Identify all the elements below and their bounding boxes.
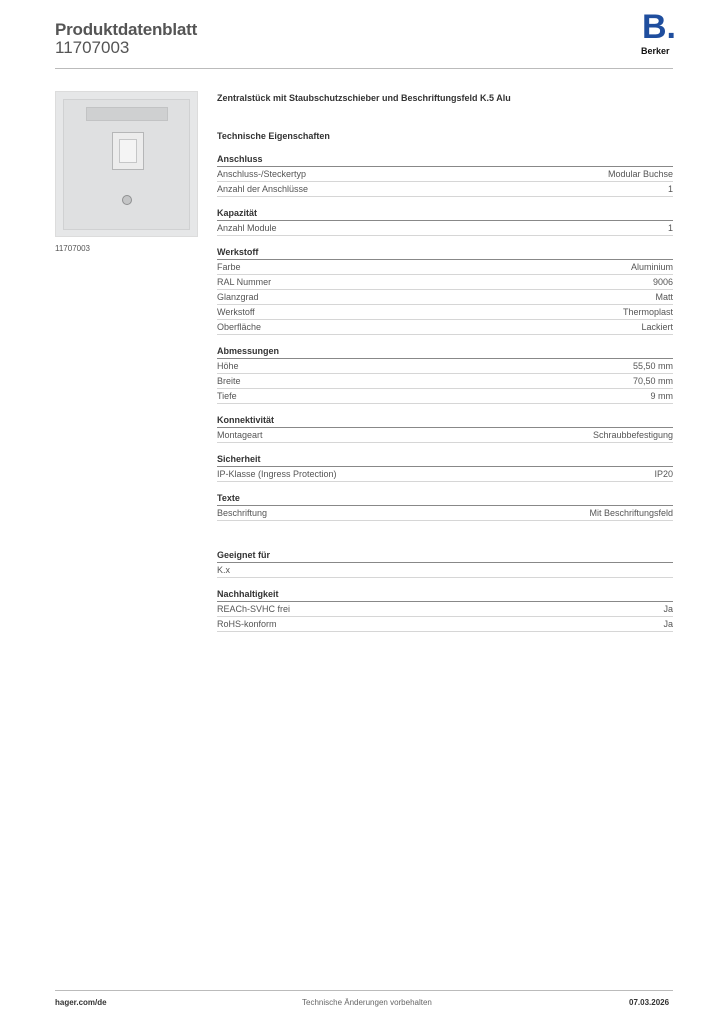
spec-label: RoHS-konform [217,619,277,629]
article-number: 11707003 [55,38,130,57]
cover-plate [63,99,190,230]
header-divider [55,68,673,69]
footer-date: 07.03.2026 [629,998,670,1007]
spec-value: Thermoplast [622,307,673,317]
spec-value: 70,50 mm [632,376,673,386]
spec-label: Anzahl der Anschlüsse [217,184,309,194]
spec-row [217,167,673,182]
spec-row [217,617,673,632]
screw-icon [122,195,132,205]
spec-label: Anzahl Module [217,223,277,233]
spec-row [217,221,673,236]
spec-row [217,428,673,443]
spec-row [217,305,673,320]
section-title: Abmessungen [217,345,673,359]
spec-section [217,246,673,335]
spec-sections [217,153,673,632]
spec-value: Modular Buchse [607,169,673,179]
spec-row [217,260,673,275]
footer-website: hager.com/de [55,998,107,1007]
product-content [217,91,673,632]
spec-label: Breite [217,376,241,386]
section-title: Kapazität [217,207,673,221]
spec-row [217,182,673,197]
spec-row [217,359,673,374]
spec-label: Glanzgrad [217,292,259,302]
spec-section [217,492,673,521]
spec-value: Mit Beschriftungsfeld [589,508,673,518]
spec-label: REACh-SVHC frei [217,604,291,614]
tech-heading: Technische Eigenschaften [217,131,330,141]
section-title: Geeignet für [217,549,673,563]
dust-shutter [112,132,144,170]
spec-label: Höhe [217,361,239,371]
section-title: Sicherheit [217,453,673,467]
spec-label: Werkstoff [217,307,255,317]
spec-label: K.x [217,565,231,575]
page-title: Produktdatenblatt [55,20,198,39]
spec-value: 9006 [652,277,673,287]
section-title: Nachhaltigkeit [217,588,673,602]
berker-logo [638,8,676,56]
spec-value: Schraubbefestigung [592,430,673,440]
spec-value: 9 mm [650,391,673,401]
section-title: Werkstoff [217,246,673,260]
section-title: Konnektivität [217,414,673,428]
spec-section [217,153,673,197]
spec-section [217,549,673,578]
spec-row [217,563,673,578]
spec-value: 1 [667,223,673,233]
spec-label: Tiefe [217,391,237,401]
spec-label: Beschriftung [217,508,268,518]
spec-label: Anschluss-/Steckertyp [217,169,307,179]
spec-section [217,588,673,632]
footer-divider [55,990,673,991]
spec-section [217,414,673,443]
spec-row [217,389,673,404]
spec-value: Matt [655,292,673,302]
spec-label: IP-Klasse (Ingress Protection) [217,469,337,479]
spec-row [217,506,673,521]
spec-section [217,345,673,404]
shutter-window [119,139,137,163]
spec-row [217,275,673,290]
spec-value: Lackiert [641,322,673,332]
spec-value: Ja [663,604,673,614]
spec-label: RAL Nummer [217,277,272,287]
footer-note: Technische Änderungen vorbehalten [302,998,432,1007]
label-field [86,107,168,121]
spec-label: Oberfläche [217,322,262,332]
product-title: Zentralstück mit Staubschutzschieber und Beschriftungsfeld K.5 Alu [217,93,511,103]
spec-label: Farbe [217,262,241,272]
spec-row [217,602,673,617]
section-title: Anschluss [217,153,673,167]
spec-row [217,320,673,335]
spec-value: Ja [663,619,673,629]
product-image [55,91,198,237]
logo-letter: B. [642,8,676,46]
spec-section [217,453,673,482]
spec-label: Montageart [217,430,263,440]
spec-value: 55,50 mm [632,361,673,371]
spec-value: 1 [667,184,673,194]
spec-row [217,290,673,305]
section-title: Texte [217,492,673,506]
image-caption: 11707003 [55,244,90,253]
spec-row [217,374,673,389]
spec-row [217,467,673,482]
logo-word: Berker [641,46,670,56]
spec-value: IP20 [654,469,673,479]
spec-section [217,207,673,236]
spec-value: Aluminium [630,262,673,272]
